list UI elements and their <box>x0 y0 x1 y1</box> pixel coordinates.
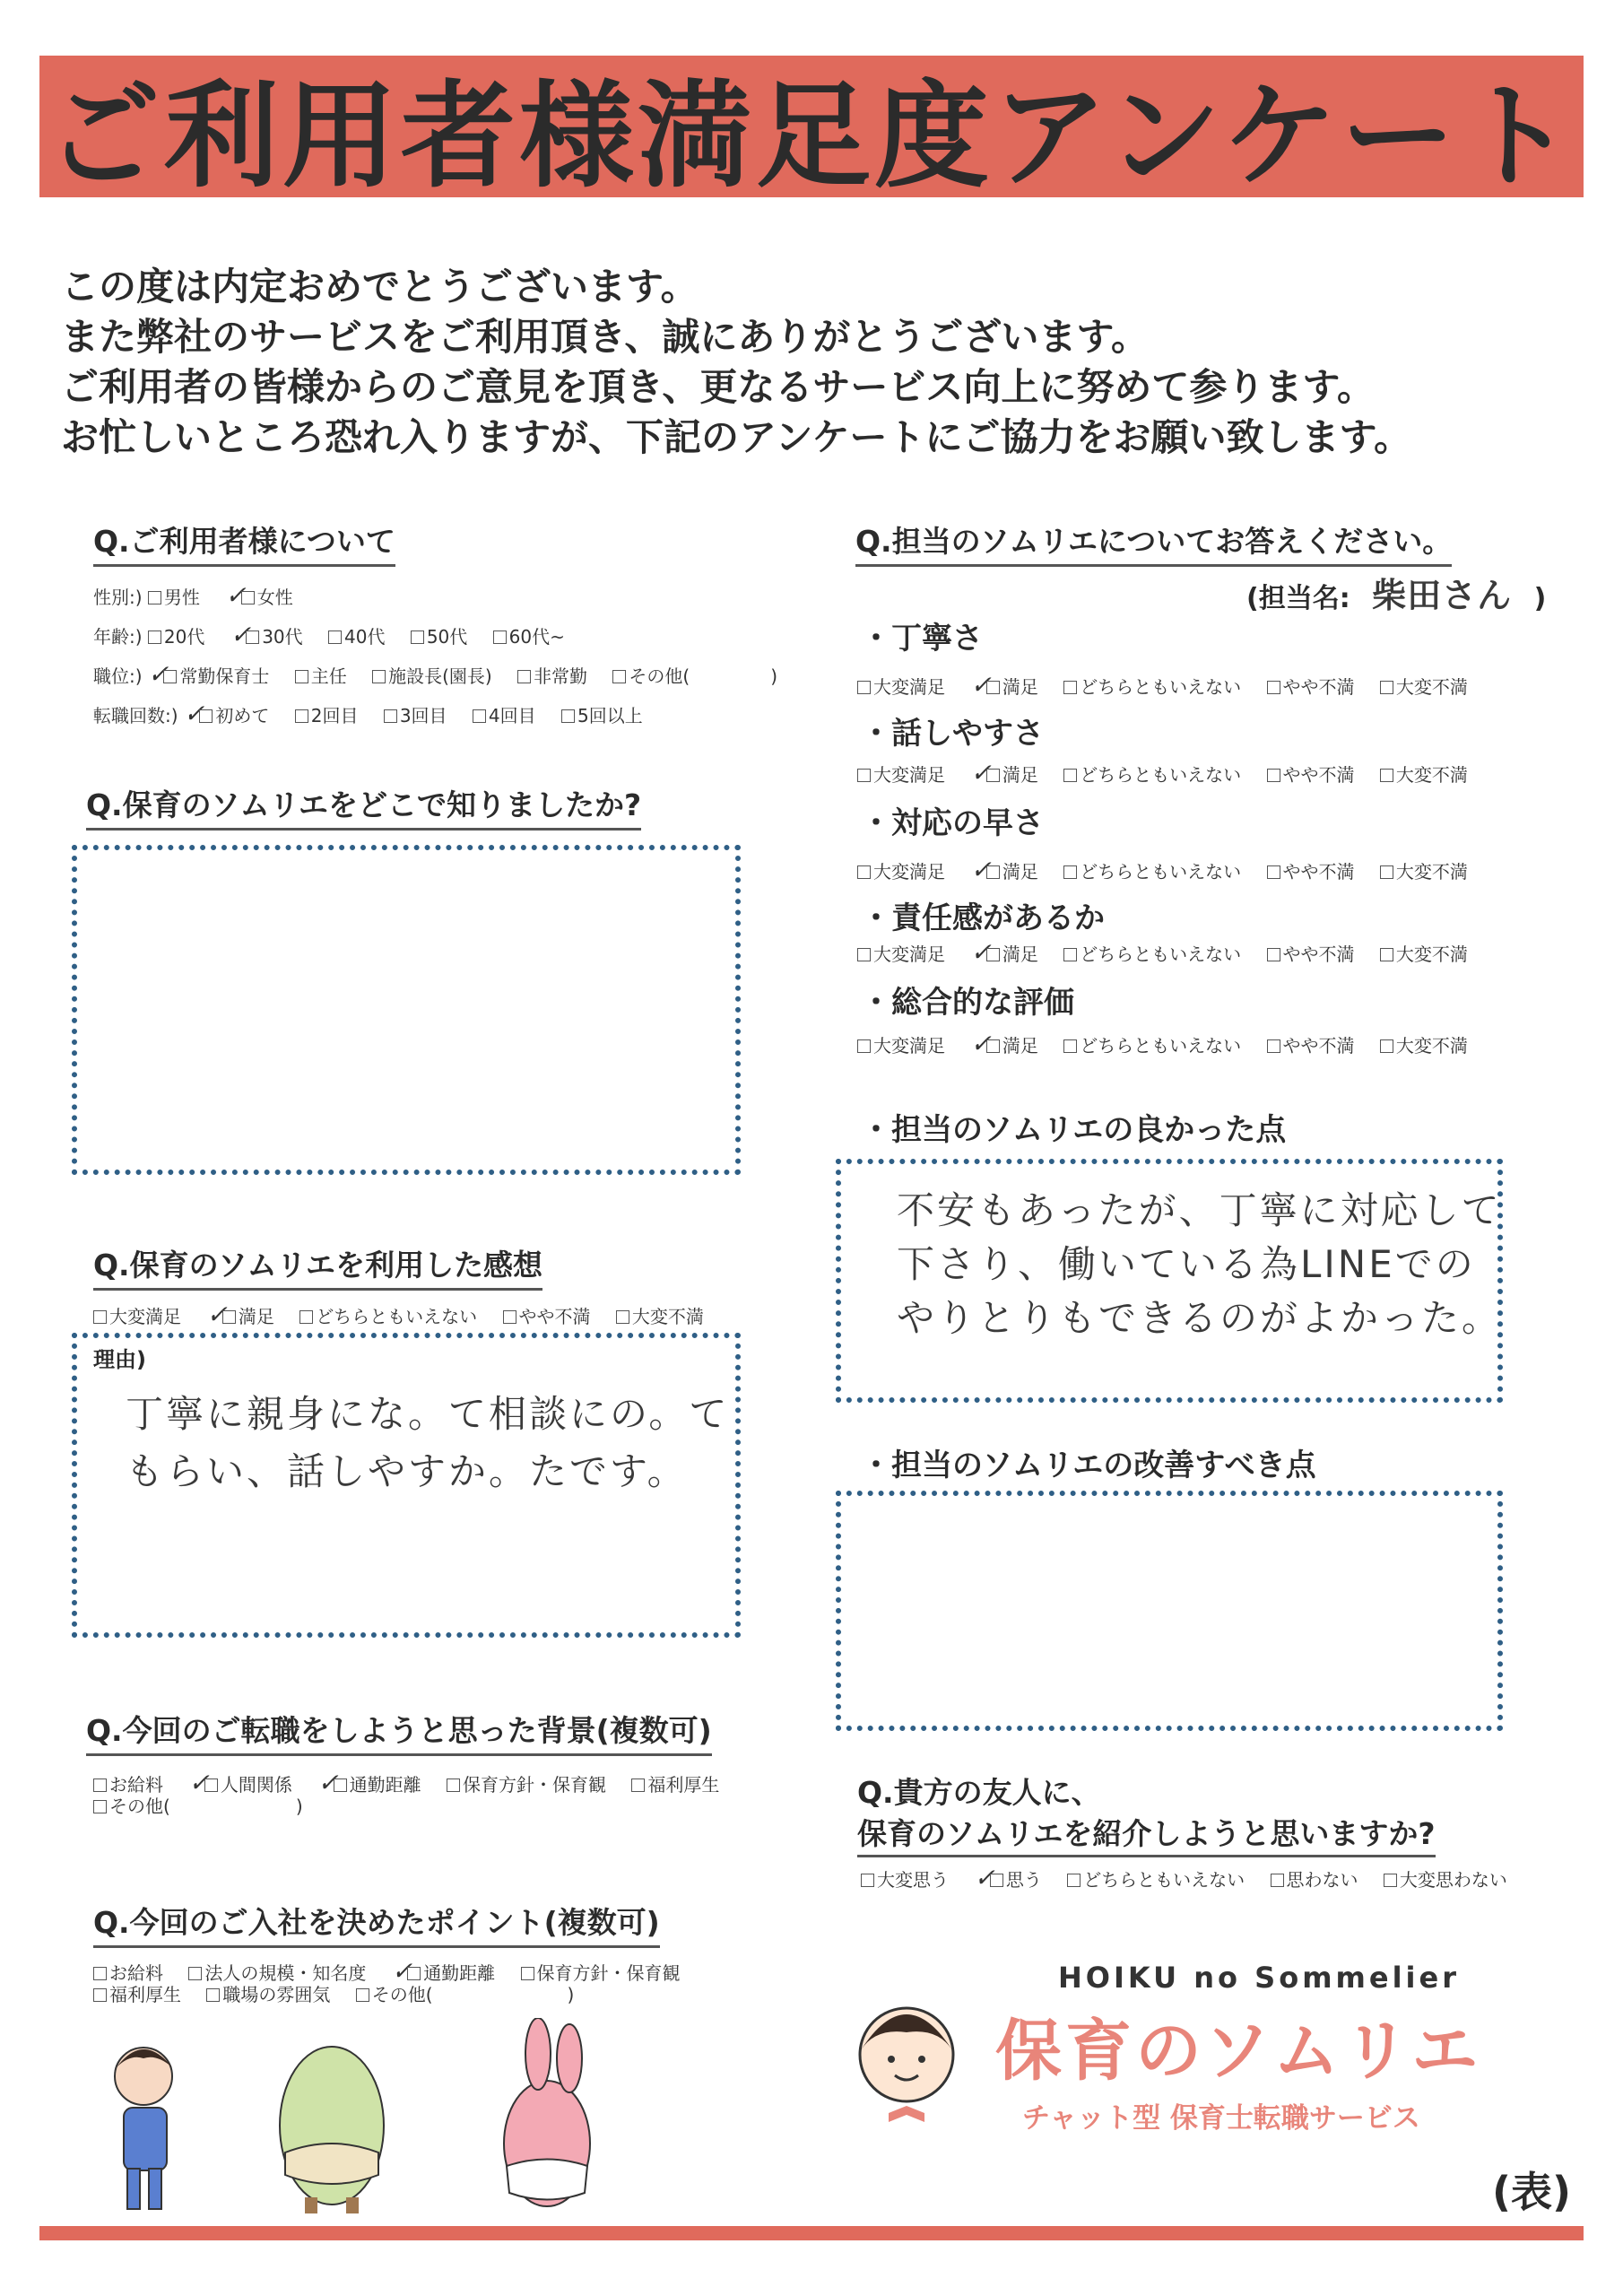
age-option[interactable] <box>230 622 303 648</box>
recommend-option[interactable] <box>1384 1866 1507 1892</box>
improve-points-box[interactable] <box>836 1491 1503 1731</box>
checkbox[interactable] <box>986 681 1000 694</box>
option-label: やや不満 <box>518 1306 591 1327</box>
job-option[interactable] <box>295 662 347 688</box>
gender-option[interactable] <box>148 583 200 609</box>
option-label: 男性 <box>163 587 200 608</box>
about-heading: Q.ご利用者様について <box>93 518 395 567</box>
option-label: 5回以上 <box>577 705 643 726</box>
rating-item-label: ・丁寧さ <box>861 621 983 657</box>
recommend-option[interactable] <box>861 1866 949 1892</box>
option-label: 満足 <box>1002 676 1038 698</box>
recommend-heading-line: Q.貴方の友人に、 <box>857 1775 1101 1810</box>
rating-item-label: ・対応の早さ <box>861 805 1044 841</box>
option-label: 大変不満 <box>631 1306 704 1327</box>
rating-option[interactable] <box>857 761 945 787</box>
option-label: どちらともいえない <box>1080 676 1242 698</box>
job-option[interactable] <box>517 662 587 688</box>
option-label: ) <box>295 1796 303 1817</box>
option-label: 60代~ <box>508 626 565 648</box>
age-label: 年齢:) <box>93 626 143 648</box>
check-mark-icon: ✓ <box>225 580 247 610</box>
checkbox[interactable] <box>1063 865 1077 879</box>
logo-mascot-icon <box>839 1987 974 2131</box>
option-label: やや不満 <box>1282 1035 1355 1057</box>
option-label: お給料 <box>109 1774 163 1796</box>
checkbox[interactable] <box>1267 1039 1280 1053</box>
title-banner <box>39 56 1584 204</box>
option-label: 通勤距離 <box>423 1962 496 1984</box>
background-option[interactable] <box>447 1770 606 1796</box>
check-mark-icon: ✓ <box>970 1029 992 1058</box>
mascot-illustrations <box>90 2018 699 2224</box>
checkbox[interactable] <box>1063 769 1077 782</box>
background-option[interactable] <box>317 1770 421 1796</box>
checkbox[interactable] <box>857 769 871 782</box>
checkbox[interactable] <box>299 1310 313 1324</box>
intro-line: また弊社のサービスをご利用頂き、誠にありがとうございます。 <box>61 315 1149 359</box>
checkbox[interactable] <box>1380 1039 1393 1053</box>
sommelier-heading: Q.担当のソムリエについてお答えください。 <box>855 518 1452 567</box>
option-label: ) <box>567 1984 575 2005</box>
rating-option[interactable] <box>970 937 1038 967</box>
age-option[interactable] <box>411 622 467 648</box>
improve-points-heading: ・担当のソムリエの改善すべき点 <box>861 1448 1316 1483</box>
rating-option[interactable] <box>1380 673 1468 699</box>
job-option[interactable] <box>612 662 777 688</box>
option-label: 3回目 <box>399 705 447 726</box>
rating-option[interactable] <box>1380 857 1468 883</box>
decision-option[interactable] <box>93 1980 181 2006</box>
recommend-option[interactable] <box>1067 1866 1245 1892</box>
job-label: 職位:) <box>93 665 143 687</box>
option-label: 大変不満 <box>1395 1035 1468 1057</box>
checkbox[interactable] <box>857 681 871 694</box>
rating-option[interactable] <box>970 1031 1037 1057</box>
sommelier-name-row <box>1246 567 1546 624</box>
option-label: 満足 <box>238 1306 274 1327</box>
checkbox[interactable] <box>857 865 871 879</box>
option-label: 初めて <box>215 705 270 726</box>
check-mark-icon: ✓ <box>974 1863 995 1892</box>
rating-option[interactable] <box>970 758 1038 787</box>
job-change-option[interactable] <box>473 701 536 727</box>
rating-option[interactable] <box>1380 940 1468 966</box>
option-label: 大変満足 <box>873 861 945 883</box>
check-mark-icon: ✓ <box>970 670 992 700</box>
rating-option[interactable] <box>857 857 945 883</box>
sommelier-name: 柴田さん <box>1372 576 1513 615</box>
checkbox[interactable] <box>986 948 1000 961</box>
option-label: 大変満足 <box>109 1306 181 1327</box>
impression-option[interactable] <box>503 1302 591 1328</box>
option-label: 法人の規模・知名度 <box>204 1962 367 1984</box>
name-label: (担当名: <box>1246 583 1350 614</box>
checkbox[interactable] <box>206 1988 220 2002</box>
checkbox[interactable] <box>1271 1874 1284 1887</box>
check-mark-icon: ✓ <box>391 1956 413 1986</box>
bean-mascot-icon <box>280 2047 384 2213</box>
page-title: ご利用者様満足度アンケート <box>45 70 1578 204</box>
decision-options-row2 <box>93 1980 594 2006</box>
checkbox[interactable] <box>295 670 308 683</box>
rating-option[interactable] <box>857 940 945 966</box>
checkbox[interactable] <box>1380 865 1393 879</box>
option-label: 50代 <box>426 626 468 648</box>
intro-line: この度は内定おめでとうございます。 <box>61 265 699 309</box>
option-label: 保育方針・保育観 <box>463 1774 607 1796</box>
impression-option[interactable] <box>93 1302 181 1328</box>
checkbox[interactable] <box>356 1988 369 2002</box>
check-mark-icon: ✓ <box>970 937 992 967</box>
good-points-line: 不安もあったが、丁寧に対応して <box>897 1188 1502 1232</box>
checkbox[interactable] <box>93 1310 107 1324</box>
option-label: 満足 <box>1002 944 1038 965</box>
checkbox[interactable] <box>1380 769 1393 782</box>
option-label: やや不満 <box>1282 764 1355 786</box>
rating-option[interactable] <box>970 857 1037 883</box>
rating-option[interactable] <box>1380 1031 1468 1057</box>
checkbox[interactable] <box>222 1310 236 1324</box>
checkbox[interactable] <box>1067 1874 1081 1887</box>
job-change-option[interactable] <box>295 701 359 727</box>
rating-scale-row <box>857 670 1488 700</box>
checkbox[interactable] <box>990 1874 1003 1887</box>
age-option[interactable] <box>148 622 204 648</box>
option-label: 非常勤 <box>534 665 588 687</box>
checkbox[interactable] <box>561 709 575 723</box>
checkbox[interactable] <box>93 1779 107 1792</box>
job-change-option[interactable] <box>184 701 269 727</box>
option-label: 大変満足 <box>873 676 945 698</box>
background-option[interactable] <box>631 1770 719 1796</box>
option-label: 満足 <box>1002 764 1038 786</box>
option-label: 大変思う <box>877 1869 949 1891</box>
option-label: 40代 <box>344 626 386 648</box>
reason-text-line: 丁寧に親身にな。て相談にの。て <box>126 1392 730 1436</box>
rating-option[interactable] <box>1267 857 1355 883</box>
rating-option[interactable] <box>1063 940 1241 966</box>
recommend-heading <box>857 1772 1436 1857</box>
check-mark-icon: ✓ <box>970 855 992 884</box>
recommend-options <box>861 1863 1527 1892</box>
age-option[interactable] <box>328 622 385 648</box>
option-label: 大変満足 <box>873 1035 945 1057</box>
job-change-option[interactable] <box>384 701 447 727</box>
rating-option[interactable] <box>857 1031 945 1057</box>
option-label: その他( <box>371 1984 433 2005</box>
decision-heading: Q.今回のご入社を決めたポイント(複数可) <box>93 1900 660 1948</box>
checkbox[interactable] <box>334 1779 347 1792</box>
good-points-line: やりとりもできるのがよかった。 <box>897 1296 1503 1340</box>
option-label: 大変思わない <box>1399 1869 1507 1891</box>
rabbit-mascot-icon <box>504 2018 590 2206</box>
logo-english: HOIKU no Sommelier <box>1058 1961 1460 1995</box>
checkbox[interactable] <box>493 631 507 644</box>
checkbox[interactable] <box>447 1779 460 1792</box>
checkbox[interactable] <box>372 670 386 683</box>
option-label: 思う <box>1005 1869 1042 1891</box>
rating-item-label: ・話しやすさ <box>861 716 1044 752</box>
checkbox[interactable] <box>616 1310 629 1324</box>
name-close: ) <box>1533 583 1547 614</box>
option-label: 満足 <box>1002 861 1038 883</box>
checkbox[interactable] <box>199 709 213 723</box>
checkbox[interactable] <box>93 1967 107 1980</box>
front-side-mark: (表) <box>1492 2168 1572 2216</box>
impression-option[interactable] <box>299 1302 477 1328</box>
checkbox[interactable] <box>986 1039 1000 1053</box>
option-label: ) <box>770 665 778 687</box>
option-label: やや不満 <box>1282 944 1355 965</box>
logo-japanese: 保育のソムリエ <box>995 2013 1482 2090</box>
checkbox[interactable] <box>1267 865 1280 879</box>
check-mark-icon: ✓ <box>183 699 205 728</box>
rating-item-label: ・総合的な評価 <box>861 985 1074 1021</box>
rating-scale-row <box>857 758 1488 787</box>
rating-scale-row <box>857 857 1488 883</box>
check-mark-icon: ✓ <box>188 1768 210 1797</box>
option-label: 職場の雰囲気 <box>222 1984 331 2005</box>
checkbox[interactable] <box>857 1039 871 1053</box>
rating-option[interactable] <box>857 673 945 699</box>
age-option[interactable] <box>493 622 565 648</box>
check-mark-icon: ✓ <box>147 659 169 689</box>
checkbox[interactable] <box>148 591 161 604</box>
option-label: 2回目 <box>310 705 359 726</box>
option-label: 満足 <box>1002 1035 1038 1057</box>
checkbox[interactable] <box>204 1779 218 1792</box>
reason-label: 理由) <box>93 1347 146 1372</box>
good-points-heading: ・担当のソムリエの良かった点 <box>861 1112 1287 1148</box>
checkbox[interactable] <box>857 948 871 961</box>
option-label: 福利厚生 <box>109 1984 181 2005</box>
rating-option[interactable] <box>1267 761 1355 787</box>
job-change-option[interactable] <box>561 701 643 727</box>
rating-scale-row <box>857 937 1488 967</box>
rating-scale-row <box>857 1031 1488 1057</box>
job-row <box>93 659 797 689</box>
checkbox[interactable] <box>328 631 342 644</box>
option-label: 大変満足 <box>873 764 945 786</box>
checkbox[interactable] <box>1063 948 1077 961</box>
option-label: その他( <box>629 665 690 687</box>
reason-text-line: もらい、話しやすか。たです。 <box>126 1449 688 1493</box>
option-label: 大変不満 <box>1395 764 1468 786</box>
option-label: どちらともいえない <box>1080 1035 1242 1057</box>
gender-option[interactable] <box>225 580 293 610</box>
rating-option[interactable] <box>1063 761 1241 787</box>
checkbox[interactable] <box>986 769 1000 782</box>
option-label: どちらともいえない <box>316 1306 478 1327</box>
rating-option[interactable] <box>1063 1031 1241 1057</box>
rating-option[interactable] <box>1267 940 1355 966</box>
intro-line: ご利用者の皆様からのご意見を頂き、更なるサービス向上に努めて参ります。 <box>61 365 1375 409</box>
option-label: どちらともいえない <box>1083 1869 1245 1891</box>
rating-option[interactable] <box>1380 761 1468 787</box>
checkbox[interactable] <box>93 1800 107 1813</box>
recommend-option[interactable] <box>1271 1866 1358 1892</box>
checkbox[interactable] <box>1267 681 1280 694</box>
checkbox[interactable] <box>241 591 255 604</box>
intro-text <box>61 262 1567 463</box>
rating-option[interactable] <box>1063 857 1241 883</box>
checkbox[interactable] <box>295 709 308 723</box>
check-mark-icon: ✓ <box>970 758 992 787</box>
impression-heading: Q.保育のソムリエを利用した感想 <box>93 1242 542 1291</box>
option-label: 施設長(園長) <box>388 665 492 687</box>
option-label: 30代 <box>262 626 303 648</box>
rating-option[interactable] <box>1267 1031 1355 1057</box>
option-label: どちらともいえない <box>1080 764 1242 786</box>
background-heading: Q.今回のご転職をしようと思った背景(複数可) <box>86 1708 712 1756</box>
checkbox[interactable] <box>521 1967 534 1980</box>
impression-options <box>93 1302 724 1328</box>
checkbox[interactable] <box>861 1874 874 1887</box>
rating-item-label: ・責任感があるか <box>861 900 1105 936</box>
option-label: 大変不満 <box>1395 676 1468 698</box>
background-other[interactable] <box>93 1792 303 1818</box>
job-change-row <box>93 701 663 727</box>
age-row <box>93 622 585 648</box>
check-mark-icon: ✓ <box>206 1300 228 1329</box>
job-change-label: 転職回数:) <box>93 705 178 726</box>
checkbox[interactable] <box>1380 681 1393 694</box>
checkbox[interactable] <box>612 670 626 683</box>
decision-option[interactable] <box>206 1980 330 2006</box>
option-label: どちらともいえない <box>1080 944 1242 965</box>
option-label: 4回目 <box>488 705 536 726</box>
checkbox[interactable] <box>407 1967 421 1980</box>
checkbox[interactable] <box>246 631 259 644</box>
option-label: お給料 <box>109 1962 163 1984</box>
job-option[interactable] <box>372 662 492 688</box>
recommend-option[interactable] <box>974 1863 1042 1892</box>
boy-mascot-icon <box>115 2048 172 2209</box>
rating-option[interactable] <box>1267 673 1355 699</box>
option-label: 20代 <box>163 626 205 648</box>
checkbox[interactable] <box>1267 948 1280 961</box>
intro-line: お忙しいところ恐れ入りますが、下記のアンケートにご協力をお願い致します。 <box>61 415 1412 459</box>
rating-option[interactable] <box>970 670 1038 700</box>
rating-option[interactable] <box>1063 673 1241 699</box>
checkbox[interactable] <box>1384 1874 1397 1887</box>
check-mark-icon: ✓ <box>317 1768 339 1797</box>
impression-option[interactable] <box>616 1302 704 1328</box>
checkbox[interactable] <box>473 709 486 723</box>
option-label: 大変満足 <box>873 944 945 965</box>
checkbox[interactable] <box>148 631 161 644</box>
option-label: やや不満 <box>1282 861 1355 883</box>
checkbox[interactable] <box>1267 769 1280 782</box>
checkbox[interactable] <box>93 1988 107 2002</box>
checkbox[interactable] <box>1063 1039 1077 1053</box>
gender-row <box>93 580 313 610</box>
decision-option[interactable] <box>356 1980 575 2006</box>
impression-option[interactable] <box>206 1302 273 1328</box>
option-label: 主任 <box>310 665 347 687</box>
gender-label: 性別:) <box>93 587 143 608</box>
option-label: 保育方針・保育観 <box>536 1962 681 1984</box>
option-label: 大変不満 <box>1395 861 1468 883</box>
checkbox[interactable] <box>188 1967 202 1980</box>
checkbox[interactable] <box>986 865 1000 879</box>
checkbox[interactable] <box>1063 681 1077 694</box>
checkbox[interactable] <box>384 709 397 723</box>
option-label: その他( <box>109 1796 170 1817</box>
checkbox[interactable] <box>1380 948 1393 961</box>
option-label: 思わない <box>1286 1869 1358 1891</box>
option-label: 福利厚生 <box>647 1774 720 1796</box>
option-label: やや不満 <box>1282 676 1355 698</box>
bottom-rule <box>39 2226 1584 2240</box>
option-label: 常勤保育士 <box>179 665 270 687</box>
check-mark-icon: ✓ <box>230 620 252 649</box>
checkbox[interactable] <box>631 1779 645 1792</box>
where-answer-box[interactable] <box>72 845 741 1175</box>
option-label: 大変不満 <box>1395 944 1468 965</box>
good-points-line: 下さり、働いている為LINEでの <box>897 1242 1476 1286</box>
option-label: 女性 <box>256 587 293 608</box>
checkbox[interactable] <box>163 670 177 683</box>
option-label: 人間関係 <box>220 1774 292 1796</box>
option-label: 通勤距離 <box>349 1774 421 1796</box>
logo-tagline: チャット型 保育士転職サービス <box>1022 2102 1420 2135</box>
recommend-heading-line: 保育のソムリエを紹介しようと思いますか? <box>857 1813 1436 1857</box>
where-heading: Q.保育のソムリエをどこで知りましたか? <box>86 782 641 831</box>
checkbox[interactable] <box>503 1310 516 1324</box>
option-label: どちらともいえない <box>1080 861 1242 883</box>
checkbox[interactable] <box>517 670 531 683</box>
checkbox[interactable] <box>411 631 424 644</box>
job-option[interactable] <box>147 659 270 689</box>
